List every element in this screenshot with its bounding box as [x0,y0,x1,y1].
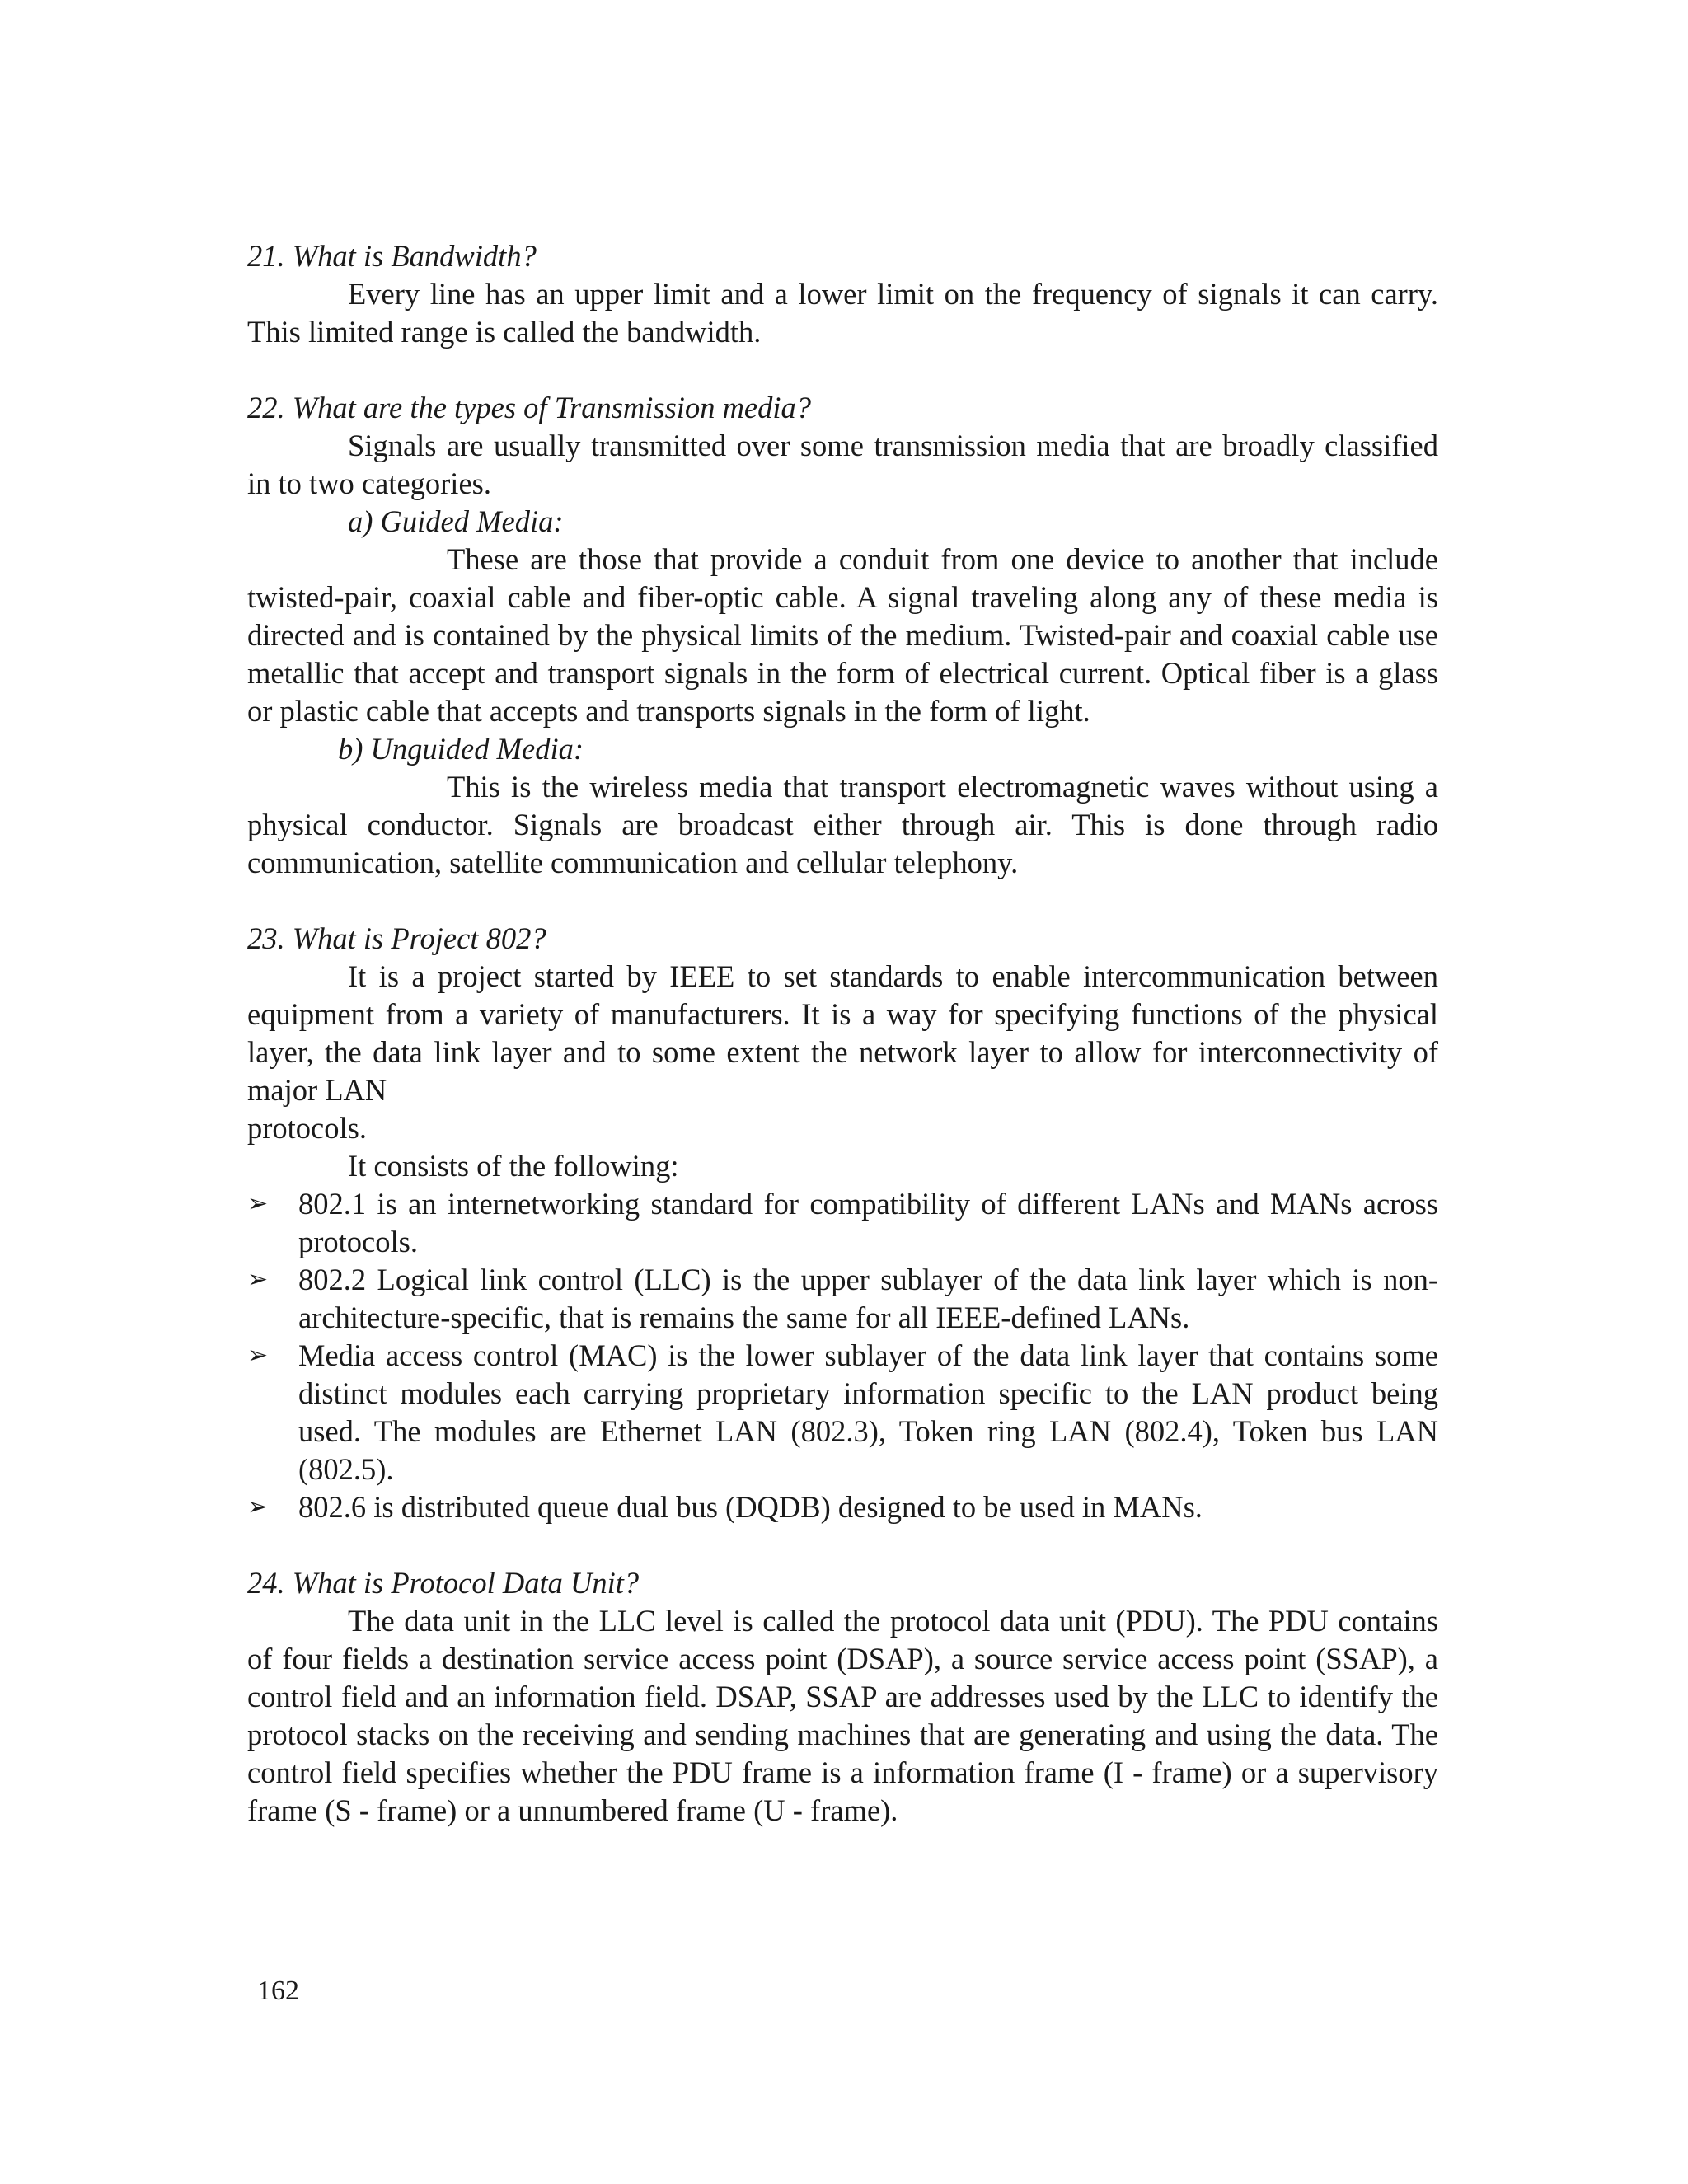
answer-paragraph-continuation: protocols. [247,1111,367,1145]
answer-paragraph: Signals are usually transmitted over some transmission media that are broadly classified in to two categories. [247,429,1438,500]
subheading-unguided-media: b) Unguided Media: [338,732,584,766]
arrowhead-bullet-icon: ➢ [247,1265,269,1294]
question-heading: 22. What are the types of Transmission media? [247,391,812,424]
list-item-text: Media access control (MAC) is the lower sublayer of the data link layer that contains some distinct modules each carrying proprietary information specific to the LAN product being used. The modules are Ethernet LAN (802.3), Token ring LAN (802.4), Token bus LAN (802.5). [298,1338,1438,1486]
answer-paragraph: Every line has an upper limit and a lower limit on the frequency of signals it can carry. This limited range is called the bandwidth. [247,277,1438,349]
subheading-guided-media: a) Guided Media: [348,504,564,538]
question-heading: 21. What is Bandwidth? [247,239,537,273]
list-item [247,1185,1438,1261]
question-heading: 23. What is Project 802? [247,921,546,955]
arrowhead-bullet-icon: ➢ [247,1341,269,1370]
document-page [247,237,1438,1830]
section-protocol-data-unit [247,1564,1438,1830]
answer-paragraph: It is a project started by IEEE to set standards to enable intercommunication between equipment from a variety of manufacturers. It is a way for specifying functions of the physical layer, the data link layer and to some extent the network layer to allow for interconnectivity of major LAN [247,959,1438,1107]
arrowhead-bullet-icon: ➢ [247,1493,269,1521]
answer-paragraph: The data unit in the LLC level is called the protocol data unit (PDU). The PDU contains of four fields a destination service access point (DSAP), a source service access point (SSAP), a control field and an information field. DSAP, SSAP are addresses used by the LLC to identify the protocol stacks on the receiving and sending machines that are generating and using the data. The control field specifies whether the PDU frame is a information frame (I - frame) or a supervisory frame (S - frame) or a unnumbered frame (U - frame). [247,1604,1438,1827]
list-item-text: 802.1 is an internetworking standard for compatibility of different LANs and MANs across protocols. [298,1187,1438,1258]
page-number: 162 [257,1975,299,2006]
list-lead-text: It consists of the following: [348,1149,679,1183]
list-item [247,1261,1438,1337]
bullet-list [247,1185,1438,1526]
question-heading: 24. What is Protocol Data Unit? [247,1566,640,1600]
list-item [247,1488,1438,1526]
list-item [247,1337,1438,1488]
arrowhead-bullet-icon: ➢ [247,1189,269,1218]
subsection-paragraph: This is the wireless media that transport electromagnetic waves without using a physical conductor. Signals are broadcast either through air. This is done through radio communication, satellite communication and cellular telephony. [247,770,1438,879]
subsection-paragraph: These are those that provide a conduit from one device to another that include twisted-pair, coaxial cable and fiber-optic cable. A signal traveling along any of these media is directed and is contained by the physical limits of the medium. Twisted-pair and coaxial cable use metallic that accept and transport signals in the form of electrical current. Optical fiber is a glass or plastic cable that accepts and transports signals in the form of light. [247,542,1438,728]
section-transmission-media [247,389,1438,882]
section-project-802 [247,920,1438,1526]
list-item-text: 802.2 Logical link control (LLC) is the upper sublayer of the data link layer which is non-architecture-specific, that is remains the same for all IEEE-defined LANs. [298,1263,1438,1334]
section-bandwidth [247,237,1438,351]
list-item-text: 802.6 is distributed queue dual bus (DQDB) designed to be used in MANs. [298,1490,1203,1524]
